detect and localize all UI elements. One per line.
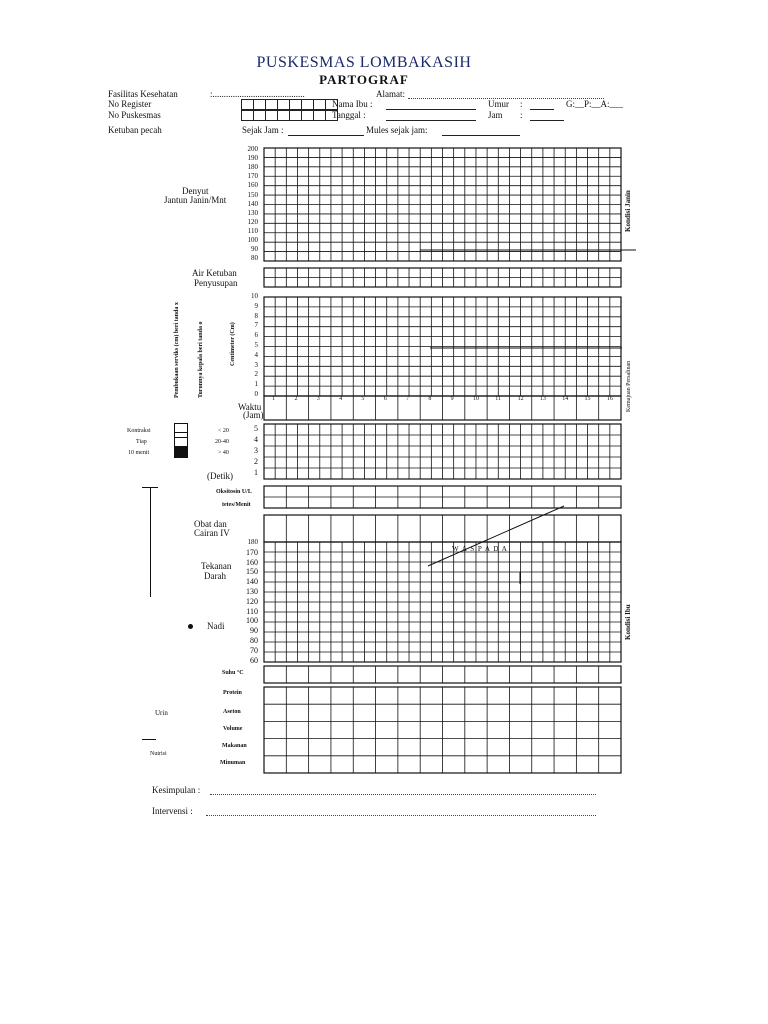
tick-label: 110	[247, 226, 258, 235]
tiap-label: Tiap	[136, 439, 147, 445]
tick-label: 160	[247, 181, 258, 190]
jam-unit-label: (Jam)	[243, 410, 264, 420]
nutrisi-label: Nutrisi	[150, 751, 167, 757]
volume-label: Volume	[223, 726, 243, 732]
turunnya-kepala-label: Turunnya kepala beri tanda o	[198, 321, 204, 398]
no-register-label: No Register	[108, 99, 152, 109]
bp-tick: 60	[250, 655, 258, 665]
tick-label: 120	[247, 217, 258, 226]
nadi-label: Nadi	[207, 621, 225, 631]
no-puskesmas-label: No Puskesmas	[108, 110, 161, 120]
bp-tick: 90	[250, 626, 258, 636]
waktu-label: Waktu	[238, 402, 262, 412]
hour-label: 4	[339, 396, 343, 402]
mules-label: Mules sejak jam:	[366, 125, 428, 135]
hour-label: 1	[272, 396, 276, 402]
tick-label: 6	[254, 331, 258, 340]
kondisi-ibu-label: Kondisi Ibu	[624, 604, 632, 640]
tick-label: 130	[247, 208, 258, 217]
tick-label: 4	[254, 350, 258, 359]
kesimpulan-label: Kesimpulan :	[152, 785, 201, 795]
tick-label: 3	[254, 446, 258, 455]
darah-label: Darah	[204, 571, 226, 581]
aseton-label: Aseton	[223, 709, 241, 715]
hour-label: 5	[361, 396, 365, 402]
bracket-line	[150, 487, 151, 597]
hour-label: 10	[472, 396, 479, 402]
tick-label: 170	[247, 172, 258, 181]
bp-tick: 170	[246, 547, 258, 557]
obat-label: Obat dan	[194, 519, 227, 529]
kesimpulan-field[interactable]	[210, 785, 596, 795]
tick-label: 8	[254, 311, 258, 320]
hour-label: 13	[539, 396, 546, 402]
bp-tick: 120	[246, 596, 258, 606]
hour-label: 15	[584, 396, 591, 402]
urin-label: Urin	[155, 709, 168, 717]
air-ketuban-label: Air Ketuban	[192, 268, 237, 278]
contraction-legend-bar	[174, 423, 188, 458]
fhr-label-1: Denyut	[182, 186, 209, 196]
minuman-label: Minuman	[220, 760, 246, 766]
tick-label: 0	[254, 390, 258, 398]
sejak-jam-label: Sejak Jam :	[242, 125, 284, 135]
tanggal-label: Tanggal :	[332, 110, 366, 120]
tick-label: 2	[254, 370, 258, 379]
hour-label: 7	[406, 396, 410, 402]
pembukaan-label: Pembukaan serviks (cm) beri tanda x	[174, 302, 180, 398]
tick-label: 10	[251, 292, 258, 300]
intervensi-label: Intervensi :	[152, 806, 193, 816]
tetes-label: tetes/Menit	[222, 502, 251, 508]
bp-tick: 160	[246, 557, 258, 567]
bp-tick: 70	[250, 645, 258, 655]
hour-label: 12	[517, 396, 524, 402]
tick-label: 5	[254, 341, 258, 349]
tick-label: 4	[254, 435, 258, 444]
fhr-label-2: Jantun Janin/Mnt	[164, 195, 227, 205]
tekanan-label: Tekanan	[201, 561, 232, 571]
protein-label: Protein	[223, 690, 242, 696]
hour-label: 2	[294, 396, 298, 402]
umur-label: Umur	[488, 99, 509, 109]
bp-tick: 80	[250, 636, 258, 645]
bp-tick: 150	[246, 567, 258, 577]
hour-label: 3	[316, 396, 320, 402]
intervensi-field[interactable]	[206, 806, 596, 816]
menit-label: 10 menit	[128, 450, 150, 456]
nutrisi-dash	[142, 739, 156, 740]
lt20-label: < 20	[218, 428, 229, 434]
tick-label: 1	[254, 468, 258, 477]
tick-label: 1	[254, 380, 258, 389]
tick-label: 3	[254, 360, 258, 369]
tick-label: 190	[247, 154, 258, 163]
bp-tick: 100	[246, 616, 258, 626]
tick-label: 150	[247, 190, 258, 199]
tick-label: 5	[254, 424, 258, 433]
oksitosin-label: Oksitosin U/L	[216, 489, 252, 495]
bp-tick: 130	[246, 587, 258, 596]
umur-colon: :	[520, 99, 523, 109]
hour-label: 8	[428, 396, 432, 402]
r2040-label: 20-40	[215, 439, 229, 445]
alamat-label: Alamat:	[376, 89, 405, 99]
jam-label: Jam	[488, 110, 503, 120]
penyusupan-label: Penyusupan	[194, 278, 238, 288]
kemajuan-label: Kemajuan Persalinan	[626, 360, 632, 412]
bp-tick: 180	[247, 538, 258, 546]
nadi-dot-icon	[188, 624, 193, 629]
detik-label: (Detik)	[207, 471, 233, 481]
ketuban-pecah-label: Ketuban pecah	[108, 125, 162, 135]
hour-label: 9	[450, 396, 454, 402]
bp-tick: 110	[246, 606, 258, 616]
fasilitas-label: Fasilitas Kesehatan	[108, 89, 178, 99]
suhu-label: Suhu °C	[222, 670, 244, 676]
tick-label: 100	[247, 236, 258, 244]
centimeter-label: Centimeter (Cm)	[230, 322, 236, 366]
nama-ibu-label: Nama Ibu :	[332, 99, 373, 109]
fasilitas-field[interactable]: :.........................................	[210, 89, 305, 99]
kontraksi-label: Kontraksi	[127, 428, 151, 434]
tick-label: 140	[247, 199, 258, 208]
kondisi-janin-label: Kondisi Janin	[624, 190, 632, 232]
tick-label: 80	[251, 254, 258, 263]
hour-label: 14	[562, 396, 569, 402]
tick-label: 180	[247, 163, 258, 172]
makanan-label: Makanan	[222, 743, 247, 749]
gt40-label: > 40	[218, 450, 229, 456]
hour-label: 16	[606, 396, 613, 402]
hour-label: 11	[495, 396, 502, 402]
jam-colon: :	[520, 110, 523, 120]
gpa-field[interactable]: G:__P:__A:___	[566, 99, 624, 109]
tick-label: 90	[251, 245, 258, 254]
cairan-label: Cairan IV	[194, 528, 230, 538]
waspada-label: W A S P A D A	[452, 545, 508, 553]
bp-tick: 140	[246, 577, 258, 587]
hour-label: 6	[383, 396, 387, 402]
tick-label: 9	[254, 301, 258, 310]
tick-label: 200	[247, 145, 258, 153]
form-title: PARTOGRAF	[319, 72, 409, 87]
tick-label: 2	[254, 457, 258, 466]
tick-label: 7	[254, 321, 258, 330]
clinic-title: PUSKESMAS LOMBAKASIH	[256, 54, 472, 71]
